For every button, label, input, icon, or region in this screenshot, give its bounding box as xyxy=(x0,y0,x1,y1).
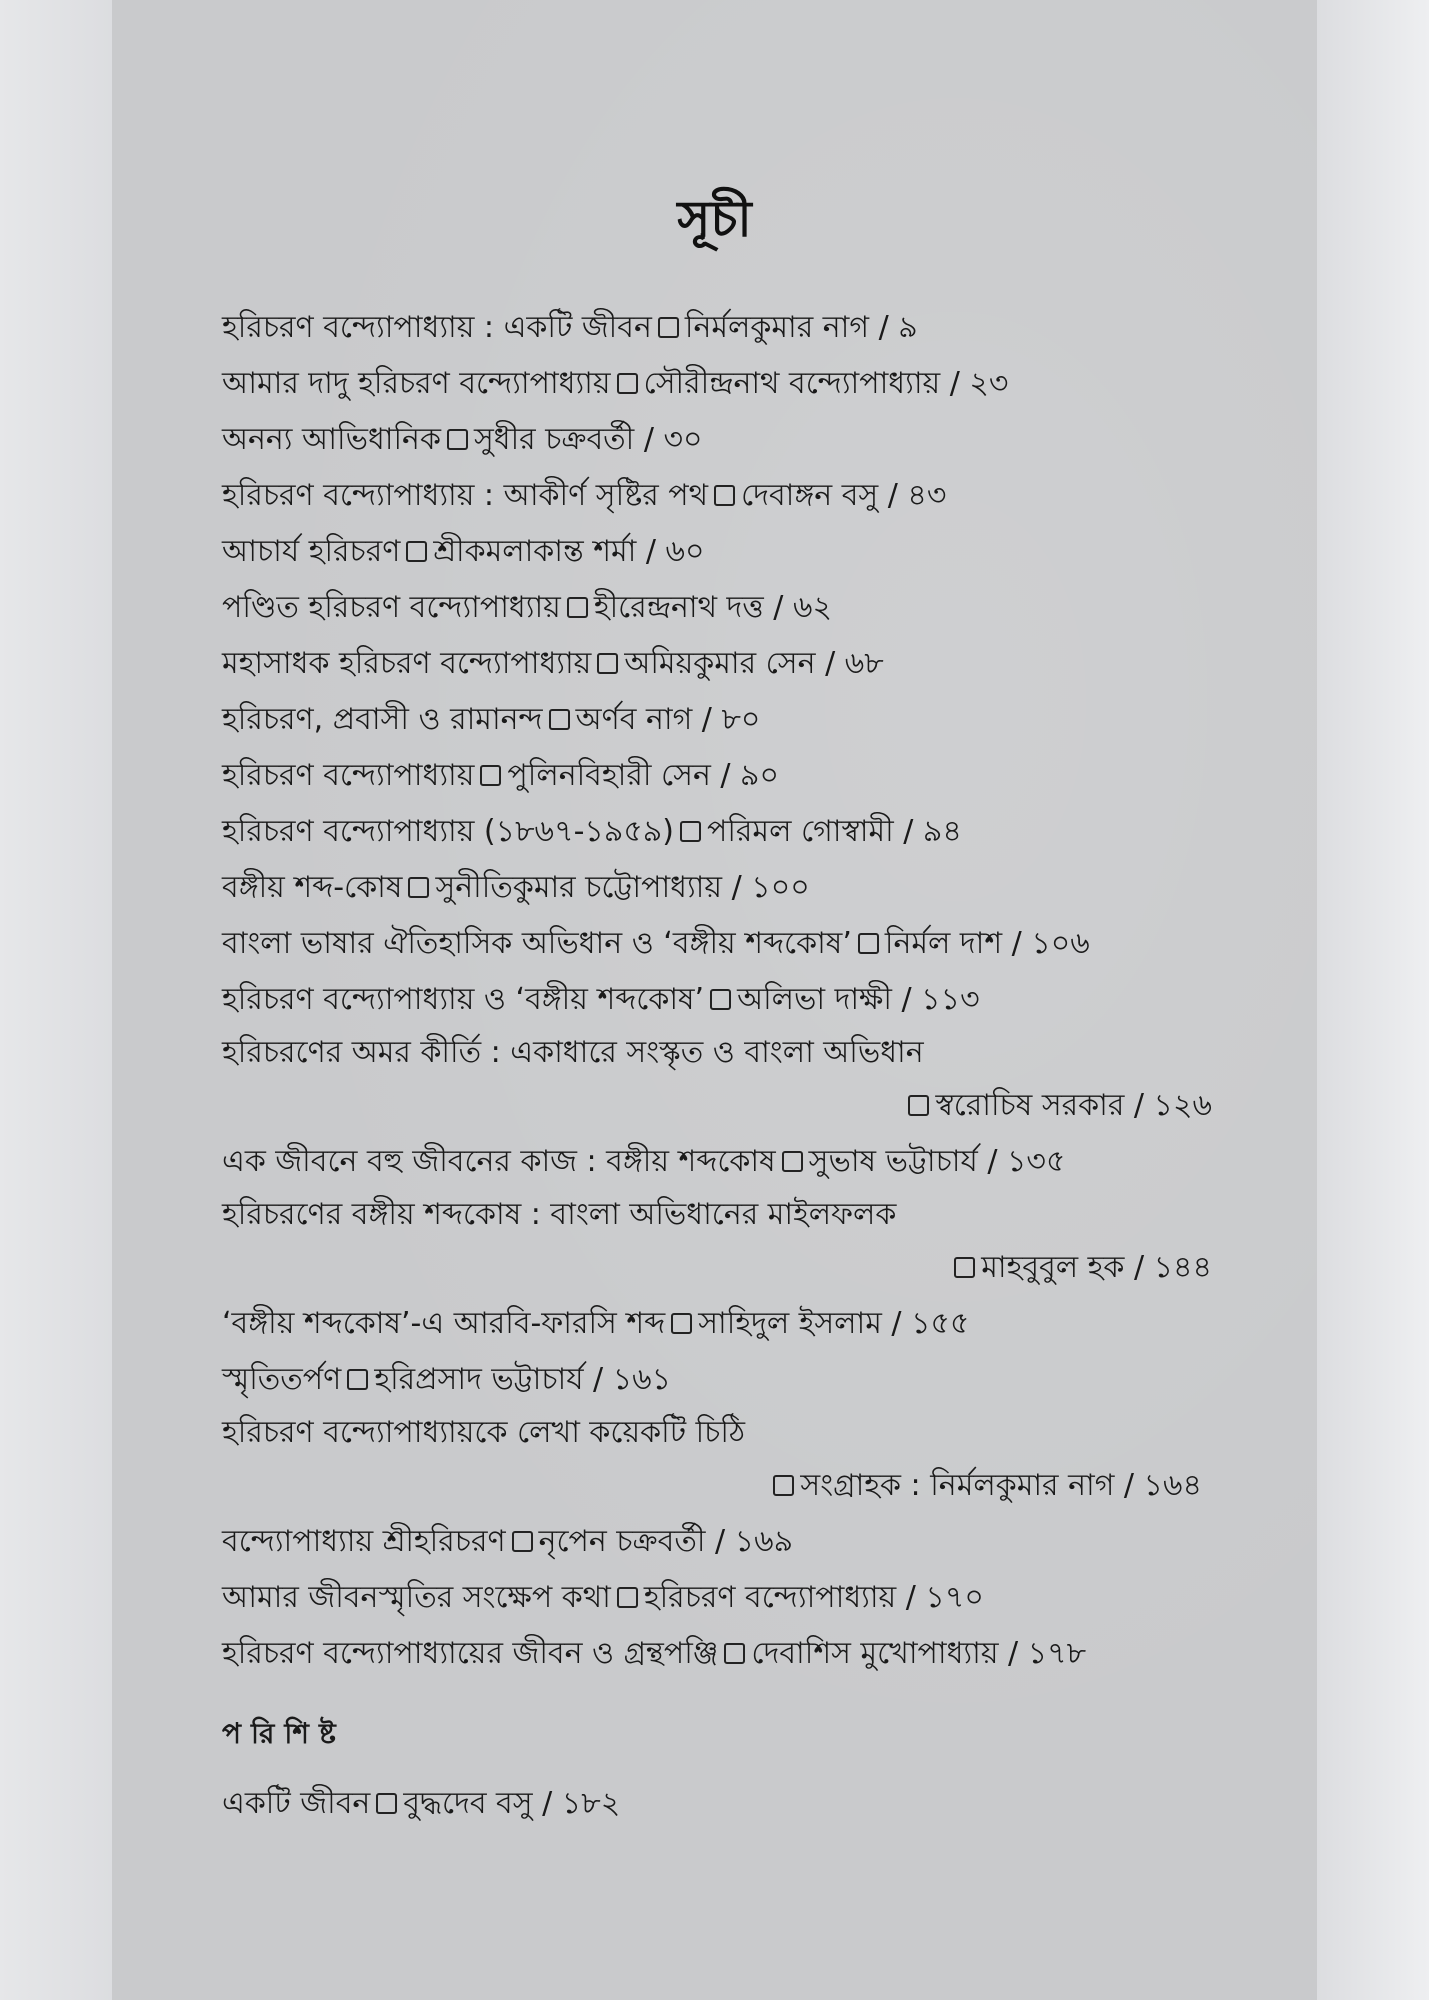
entry-author: পুলিনবিহারী সেন xyxy=(507,758,711,793)
toc-entry xyxy=(222,916,1252,972)
appendix-entry xyxy=(222,1776,620,1832)
toc-entry xyxy=(222,1570,1252,1626)
entry-author: সুভাষ ভট্টাচার্য xyxy=(808,1144,978,1179)
page-separator: / xyxy=(692,702,722,737)
entry-page: ৪৩ xyxy=(907,478,947,513)
separator-box-icon xyxy=(680,821,701,842)
entry-page: ১৭০ xyxy=(925,1580,984,1615)
entry-page: ১১৩ xyxy=(921,982,980,1017)
entry-page: ১০৬ xyxy=(1031,926,1090,961)
entry-author: সাহিদুল ইসলাম xyxy=(698,1306,882,1341)
separator-box-icon xyxy=(512,1531,533,1552)
entry-title: হরিচরণ বন্দ্যোপাধ্যায় ও ‘বঙ্গীয় শব্দকোষ’ xyxy=(222,982,705,1017)
entry-page: ৮০ xyxy=(721,702,761,737)
page-separator: / xyxy=(705,1524,735,1559)
entry-title: হরিচরণ বন্দ্যোপাধ্যায় : একটি জীবন xyxy=(222,310,652,345)
toc-entry xyxy=(222,468,1252,524)
entry-page: ৬৮ xyxy=(844,646,884,681)
toc-entry xyxy=(222,412,1252,468)
entry-author: নৃপেন চক্রবর্তী xyxy=(538,1524,706,1559)
entry-title: স্মৃতিতর্পণ xyxy=(222,1362,342,1397)
toc-entry xyxy=(222,1626,1252,1682)
page-separator: / xyxy=(634,422,664,457)
entry-title: হরিচরণ বন্দ্যোপাধ্যায় (১৮৬৭-১৯৫৯) xyxy=(222,814,674,849)
page-separator: / xyxy=(1002,926,1032,961)
entry-title: আমার জীবনস্মৃতির সংক্ষেপ কথা xyxy=(222,1580,611,1615)
table-of-contents xyxy=(222,300,1252,1682)
separator-box-icon xyxy=(617,1587,638,1608)
toc-entry-continuation xyxy=(222,1240,1252,1296)
entry-page: ১৮২ xyxy=(561,1786,621,1821)
entry-page: ৩০ xyxy=(663,422,703,457)
entry-page: ৯ xyxy=(898,310,918,345)
separator-box-icon xyxy=(908,1095,929,1116)
separator-box-icon xyxy=(724,1643,745,1664)
page-separator: / xyxy=(940,366,970,401)
separator-box-icon xyxy=(376,1793,397,1814)
toc-entry xyxy=(222,1028,1252,1078)
separator-box-icon xyxy=(773,1475,794,1496)
page-separator: / xyxy=(722,870,752,905)
page-separator: / xyxy=(896,1580,926,1615)
page-separator: / xyxy=(636,534,666,569)
toc-entry xyxy=(222,1134,1252,1190)
toc-entry xyxy=(222,356,1252,412)
entry-title: অনন্য আভিধানিক xyxy=(222,422,441,457)
entry-author: সুনীতিকুমার চট্টোপাধ্যায় xyxy=(435,870,723,905)
page-separator: / xyxy=(881,1306,912,1341)
entry-page: ৬০ xyxy=(665,534,705,569)
toc-entry xyxy=(222,972,1252,1028)
entry-author: অলিভা দাক্ষী xyxy=(737,982,892,1017)
entry-author: নির্মলকুমার নাগ xyxy=(684,310,870,345)
entry-title: এক জীবনে বহু জীবনের কাজ : বঙ্গীয় শব্দকোষ xyxy=(222,1144,776,1179)
entry-title: হরিচরণের বঙ্গীয় শব্দকোষ : বাংলা অভিধানের মাইলফলক xyxy=(222,1197,897,1232)
book-page xyxy=(112,0,1317,2000)
entry-author: অর্ণব নাগ xyxy=(575,702,693,737)
entry-title: হরিচরণের অমর কীর্তি : একাধারে সংস্কৃত ও বাংলা অভিধান xyxy=(222,1035,924,1070)
separator-box-icon xyxy=(480,765,501,786)
toc-entry xyxy=(222,1190,1252,1240)
page-separator: / xyxy=(891,982,922,1017)
entry-author: দেবাশিস মুখোপাধ্যায় xyxy=(751,1636,999,1671)
entry-author: দেবাঙ্গন বসু xyxy=(741,478,879,513)
entry-page: ১৪৪ xyxy=(1153,1250,1212,1285)
entry-title: বন্দ্যোপাধ্যায় শ্রীহরিচরণ xyxy=(222,1524,506,1559)
separator-box-icon xyxy=(714,485,735,506)
toc-entry xyxy=(222,300,1252,356)
separator-box-icon xyxy=(406,541,427,562)
page-separator: / xyxy=(710,758,741,793)
page-separator: / xyxy=(815,646,845,681)
entry-title: হরিচরণ বন্দ্যোপাধ্যায় xyxy=(222,758,475,793)
toc-entry xyxy=(222,1408,1252,1458)
entry-page: ১২৬ xyxy=(1153,1088,1212,1123)
entry-author: বুদ্ধদেব বসু xyxy=(403,1786,533,1821)
separator-box-icon xyxy=(347,1369,368,1390)
page-separator: / xyxy=(763,590,793,625)
entry-author: সংগ্রাহক : নির্মলকুমার নাগ xyxy=(800,1468,1115,1503)
page-separator: / xyxy=(1124,1250,1154,1285)
entry-author: স্বরোচিষ সরকার xyxy=(935,1088,1125,1123)
entry-author: শ্রীকমলাকান্ত শর্মা xyxy=(433,534,637,569)
toc-entry-continuation xyxy=(222,1458,1252,1514)
page-separator: / xyxy=(583,1362,613,1397)
entry-page: ১৬৪ xyxy=(1143,1468,1202,1503)
entry-author: সৌরীন্দ্রনাথ বন্দ্যোপাধ্যায় xyxy=(643,366,941,401)
entry-author: নির্মল দাশ xyxy=(884,926,1003,961)
toc-entry xyxy=(222,692,1252,748)
separator-box-icon xyxy=(710,989,731,1010)
entry-page: ১০০ xyxy=(751,870,810,905)
toc-entry xyxy=(222,1514,1252,1570)
scan-margin-left xyxy=(0,0,112,2000)
entry-title: মহাসাধক হরিচরণ বন্দ্যোপাধ্যায় xyxy=(222,646,592,681)
separator-box-icon xyxy=(617,373,638,394)
entry-page: ১৩৫ xyxy=(1006,1144,1066,1179)
scan-margin-right xyxy=(1317,0,1429,2000)
entry-page: ১৬১ xyxy=(612,1362,672,1397)
separator-box-icon xyxy=(567,597,588,618)
entry-author: হরিপ্রসাদ ভট্টাচার্য xyxy=(374,1362,584,1397)
entry-page: ১৬৯ xyxy=(734,1524,794,1559)
page-separator: / xyxy=(878,478,908,513)
entry-page: ১৫৫ xyxy=(911,1306,970,1341)
toc-entry xyxy=(222,1352,1252,1408)
entry-title: হরিচরণ বন্দ্যোপাধ্যায় : আকীর্ণ সৃষ্টির পথ xyxy=(222,478,709,513)
entry-author: সুধীর চক্রবর্তী xyxy=(473,422,635,457)
entry-title: হরিচরণ বন্দ্যোপাধ্যায়কে লেখা কয়েকটি চিঠি xyxy=(222,1415,745,1450)
separator-box-icon xyxy=(447,429,468,450)
separator-box-icon xyxy=(671,1313,692,1334)
entry-title: ‘বঙ্গীয় শব্দকোষ’-এ আরবি-ফারসি শব্দ xyxy=(222,1306,666,1341)
entry-page: ৬২ xyxy=(792,590,832,625)
entry-page: ১৭৮ xyxy=(1027,1636,1087,1671)
toc-entry xyxy=(222,636,1252,692)
separator-box-icon xyxy=(549,709,570,730)
separator-box-icon xyxy=(782,1151,803,1172)
page-separator: / xyxy=(1124,1088,1154,1123)
toc-entry xyxy=(222,748,1252,804)
entry-title: একটি জীবন xyxy=(222,1786,371,1821)
entry-title: হরিচরণ, প্রবাসী ও রামানন্দ xyxy=(222,702,543,737)
entry-title: হরিচরণ বন্দ্যোপাধ্যায়ের জীবন ও গ্রন্থপঞ্জি xyxy=(222,1636,719,1671)
entry-title: আমার দাদু হরিচরণ বন্দ্যোপাধ্যায় xyxy=(222,366,611,401)
separator-box-icon xyxy=(658,317,679,338)
entry-title: পণ্ডিত হরিচরণ বন্দ্যোপাধ্যায় xyxy=(222,590,561,625)
entry-title: বঙ্গীয় শব্দ-কোষ xyxy=(222,870,403,905)
page-separator: / xyxy=(532,1786,562,1821)
separator-box-icon xyxy=(954,1257,975,1278)
entry-author: হীরেন্দ্রনাথ দত্ত xyxy=(593,590,764,625)
entry-author: অমিয়কুমার সেন xyxy=(624,646,816,681)
separator-box-icon xyxy=(408,877,429,898)
entry-page: ৯০ xyxy=(740,758,780,793)
entry-title: আচার্য হরিচরণ xyxy=(222,534,401,569)
entry-page: ৯৪ xyxy=(922,814,962,849)
entry-author: মাহবুবুল হক xyxy=(981,1250,1125,1285)
page-separator: / xyxy=(893,814,923,849)
toc-entry-continuation xyxy=(222,1078,1252,1134)
page-separator: / xyxy=(1114,1468,1144,1503)
toc-entry xyxy=(222,580,1252,636)
separator-box-icon xyxy=(858,933,879,954)
toc-entry xyxy=(222,804,1252,860)
entry-author: হরিচরণ বন্দ্যোপাধ্যায় xyxy=(643,1580,897,1615)
page-separator: / xyxy=(977,1144,1007,1179)
separator-box-icon xyxy=(597,653,618,674)
entry-title: বাংলা ভাষার ঐতিহাসিক অভিধান ও ‘বঙ্গীয় শব্দকোষ’ xyxy=(222,926,852,961)
entry-author: পরিমল গোস্বামী xyxy=(706,814,894,849)
appendix-heading: পরিশিষ্ট xyxy=(222,1717,346,1750)
toc-entry xyxy=(222,860,1252,916)
page-separator: / xyxy=(998,1636,1028,1671)
toc-entry xyxy=(222,524,1252,580)
toc-entry xyxy=(222,1296,1252,1352)
page-title: সূচী xyxy=(677,190,752,248)
entry-page: ২৩ xyxy=(969,366,1009,401)
page-separator: / xyxy=(869,310,899,345)
